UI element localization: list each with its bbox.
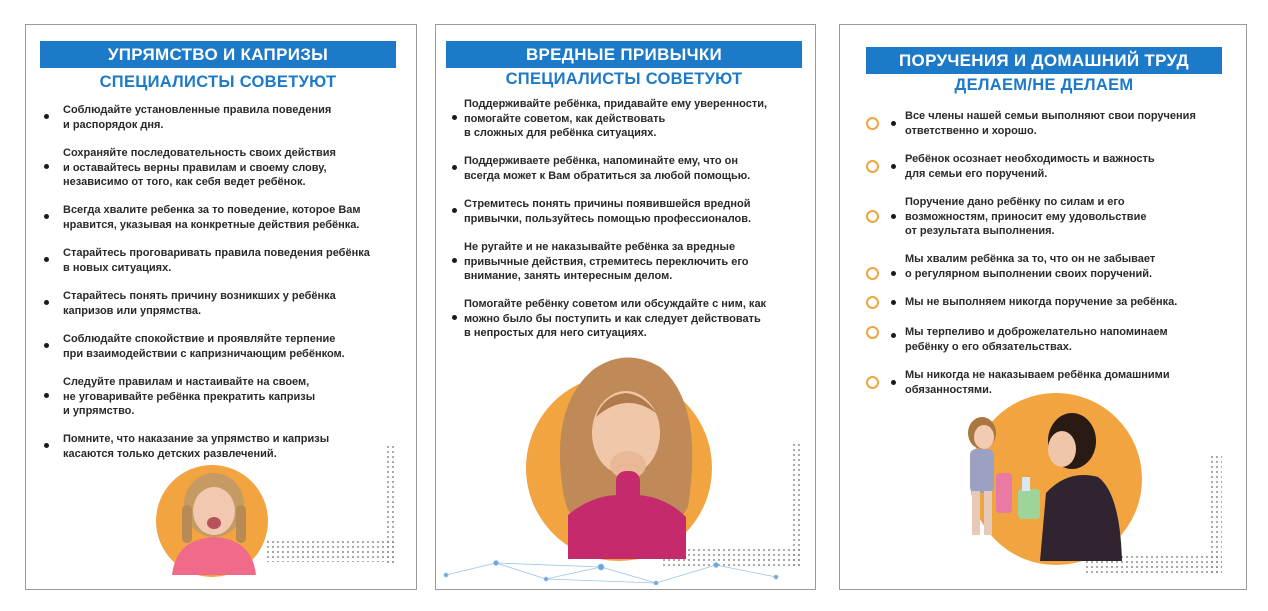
poster-subtitle: ДЕЛАЕМ/НЕ ДЕЛАЕМ [954,75,1134,94]
crying-girl-photo [164,463,264,575]
bullet-icon [44,164,49,169]
list-item: Ребёнок осознает необходимость и важность для семьи его поручений. [866,152,1155,181]
poster-title: ВРЕДНЫЕ ПРИВЫЧКИ [446,41,802,68]
bullet-icon [44,300,49,305]
bullet-icon [891,164,896,169]
list-item: Следуйте правилам и настаивайте на своем, не уговаривайте ребёнка прекратить капризы и упрямство. [44,375,315,419]
bullet-icon [452,115,457,120]
list-item: Стремитесь понять причины появившейся вредной привычки, пользуйтесь помощью профессионалов. [452,197,751,226]
list-item: Мы хвалим ребёнка за то, что он не забывает о регулярном выполнении своих поручений. [866,252,1155,281]
list-item: Мы терпеливо и доброжелательно напоминаем ребёнку о его обязательствах. [866,325,1168,354]
poster-bad-habits [435,24,816,590]
list-item: Поручение дано ребёнку по силам и его возможностям, приносит ему удовольствие от результата выполнения. [866,195,1146,239]
list-item: Мы никогда не наказываем ребёнка домашними обязанностями. [866,368,1170,397]
list-item: Соблюдайте установленные правила поведения и распорядок дня. [44,103,331,132]
list-item: Старайтесь понять причину возникших у ребёнка капризов или упрямства. [44,289,336,318]
poster-chores [839,24,1247,590]
list-item: Помогайте ребёнку советом или обсуждайте с ним, как можно было бы поступить и как следует действовать в непростых для него ситуациях. [452,297,766,341]
list-item: Не ругайте и не наказывайте ребёнка за вредные привычные действия, стремитесь переключить его внимание, занять интересным делом. [452,240,749,284]
bullet-icon [452,165,457,170]
circle-bullet-icon [866,267,879,280]
poster-title: УПРЯМСТВО И КАПРИЗЫ [40,41,396,68]
list-item: Старайтесь проговаривать правила поведения ребёнка в новых ситуациях. [44,246,370,275]
circle-bullet-icon [866,376,879,389]
girl-with-hand-at-mouth-photo [544,347,706,559]
list-item: Помните, что наказание за упрямство и капризы касаются только детских развлечений. [44,432,329,461]
bullet-icon [891,380,896,385]
bullet-icon [44,114,49,119]
list-item: Поддерживайте ребёнка, придавайте ему уверенности, помогайте советом, как действовать в сложных для ребёнка ситуациях. [452,97,767,141]
bullet-icon [44,257,49,262]
circle-bullet-icon [866,210,879,223]
bullet-icon [452,258,457,263]
bullet-icon [44,443,49,448]
bullet-icon [891,300,896,305]
circle-bullet-icon [866,296,879,309]
dot-pattern-decoration [266,445,406,570]
list-item: Сохраняйте последовательность своих действия и оставайтесь верны правилам и своему слову, независимо от того, как себя ведет ребёнок. [44,146,336,190]
list-item: Мы не выполняем никогда поручение за ребёнка. [866,295,1177,310]
mother-and-daughter-photo [958,411,1138,561]
bullet-icon [452,315,457,320]
bullet-icon [891,214,896,219]
circle-bullet-icon [866,117,879,130]
poster-subtitle: СПЕЦИАЛИСТЫ СОВЕТУЮТ [505,69,743,88]
bullet-icon [891,333,896,338]
bullet-icon [891,271,896,276]
list-item: Соблюдайте спокойствие и проявляйте терпение при взаимодействии с капризничающим ребёнком. [44,332,345,361]
circle-bullet-icon [866,326,879,339]
bullet-icon [44,343,49,348]
bullet-icon [44,214,49,219]
poster-title: ПОРУЧЕНИЯ И ДОМАШНИЙ ТРУД [866,47,1222,74]
list-item: Поддерживаете ребёнка, напоминайте ему, что он всегда может к Вам обратиться за любой помощью. [452,154,750,183]
poster-subtitle: СПЕЦИАЛИСТЫ СОВЕТУЮТ [99,72,337,91]
circle-bullet-icon [866,160,879,173]
poster-stubbornness [25,24,417,590]
list-item: Все члены нашей семьи выполняют свои поручения ответственно и хорошо. [866,109,1196,138]
bullet-icon [44,393,49,398]
list-item: Всегда хвалите ребенка за то поведение, которое Вам нравится, указывая на конкретные действия ребёнка. [44,203,361,232]
bullet-icon [452,208,457,213]
bullet-icon [891,121,896,126]
